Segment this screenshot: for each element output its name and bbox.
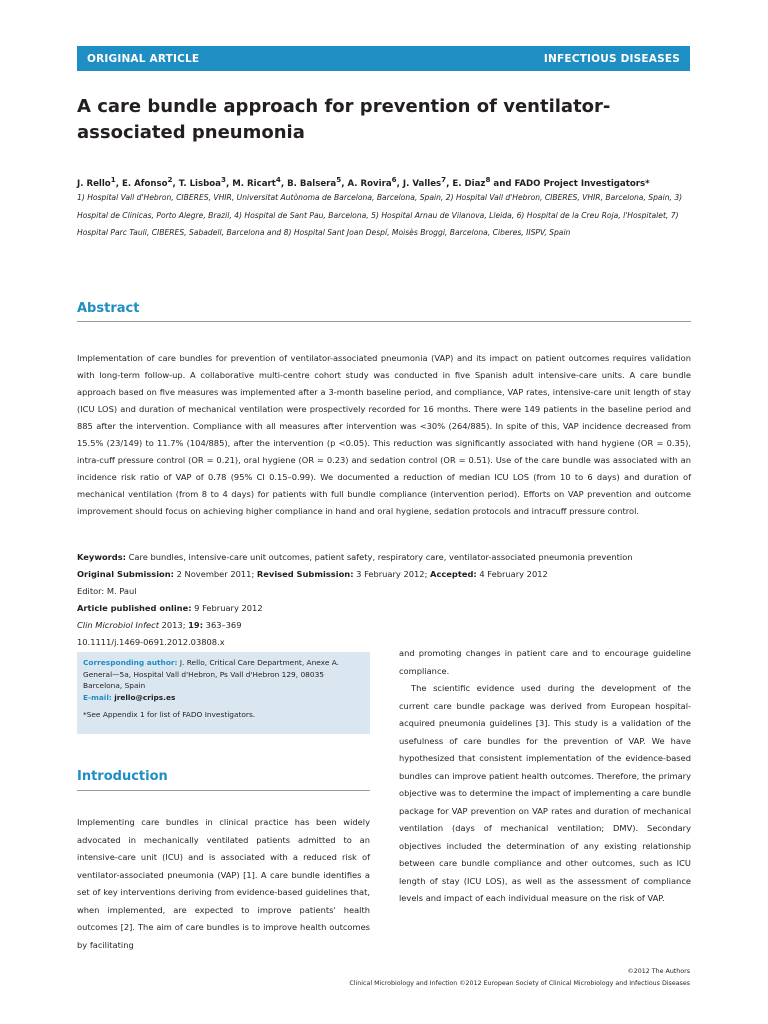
doi-line: 10.1111/j.1469-0691.2012.03808.x: [77, 637, 225, 647]
affiliations: 1) Hospital Vall d'Hebron, CIBERES, VHIR, Universitat Autònoma de Barcelona, Barcelona, Spain, 2) Hospital Vall d'Hebron, CIBERES, VHIR, Barcelona, Spain, 3) Hospital de Clinicas, Porto Alegre, Brazil, 4) Hospital de Sant Pau, Barcelona, 5) Hospital Arnau de Vilanova, Lleida, 6) Hospital de la Creu Roja, l'Hospitalet, 7) Hospital Parc Tauli, CIBERES, Sabadell, Barcelona and 8) Hospital Sant Joan Despí, Moisès Broggi, Barcelona, Ciberes, IISPV, Spain: [77, 193, 683, 237]
article-metadata: [77, 549, 691, 651]
author: B. Balsera$^5$,: [287, 175, 348, 189]
page-footer: [349, 966, 690, 989]
introduction-divider: [77, 790, 370, 791]
keywords: Care bundles, intensive-care unit outcomes, patient safety, respiratory care, ventilator-associated pneumonia prevention: [128, 552, 633, 562]
introduction-right-column: [399, 645, 691, 908]
editor-line: Editor: M. Paul: [77, 586, 137, 596]
author-group: and FADO Project Investigators*: [493, 178, 650, 189]
author: J. Rello$^1$,: [77, 175, 122, 189]
citation-line: Clin Microbiol Infect 2013; 19: 363–369: [77, 620, 242, 630]
copyright-line: ©2012 The Authors: [627, 968, 690, 975]
corresponding-author-box: [77, 652, 370, 734]
email-label: E-mail:: [83, 692, 112, 702]
published-line: Article published online: 9 February 2012: [77, 603, 263, 613]
introduction-heading: Introduction: [77, 769, 168, 784]
corresponding-author-address: J. Rello, Critical Care Department, Anexe A. General—5a, Hospital Vall d'Hebron, Ps Vall d'Hebron 129, 08035 Barcelona, Spain: [83, 658, 339, 690]
journal-copyright-line: Clinical Microbiology and Infection ©2012 European Society of Clinical Microbiology and Infectious Diseases: [349, 979, 690, 987]
author: A. Rovira$^6$,: [347, 175, 403, 189]
author: E. Diaz$^8$: [452, 175, 491, 189]
author: M. Ricart$^4$,: [232, 175, 288, 189]
introduction-left-column: Implementing care bundles in clinical practice has been widely advocated in mechanically ventilated patients admitted to an intensive-care unit (ICU) and is associated with a reduced risk of ventilator-associated pneumonia (VAP) [1]. A care bundle identifies a set of key interventions deriving from evidence-based guidelines that, when implemented, are expected to improve patients' health outcomes [2]. The aim of care bundles is to improve health outcomes by facilitating: [77, 817, 370, 950]
subject-category-label: INFECTIOUS DISEASES: [543, 52, 680, 65]
keywords-line: Keywords: Care bundles, intensive-care unit outcomes, patient safety, respiratory care, ventilator-associated pneumonia prevention: [77, 552, 633, 562]
intro-paragraph: The scientific evidence used during the development of the current care bundle package was derived from European hospital-acquired pneumonia guidelines [3]. This study is a validation of the usefulness of care bundles for the prevention of VAP. We have hypothesized that consistent implementation of the evidence-based bundles can improve patient health outcomes. Therefore, the primary objective was to determine the impact of implementing a care bundle package for VAP prevention on VAP rates and duration of mechanical ventilation (days of mechanical ventilation; DMV). Secondary objectives included the determination of any existing relationship between care bundle compliance and other outcomes, such as ICU length of stay (ICU LOS), as well as the assessment of compliance levels and impact of each individual measure on the risk of VAP.: [399, 683, 691, 903]
submission-dates: Original Submission: 2 November 2011; Revised Submission: 3 February 2012; Accepted: 4 February 2012: [77, 569, 548, 579]
investigators-footnote: *See Appendix 1 for list of FADO Investigators.: [83, 710, 256, 719]
corresponding-author-label: Corresponding author:: [83, 658, 178, 667]
email-link[interactable]: jrello@crips.es: [114, 692, 176, 702]
abstract-divider: [77, 321, 691, 322]
author: J. Valles$^7$,: [402, 175, 453, 189]
abstract-heading: Abstract: [77, 301, 140, 316]
author: T. Lisboa$^3$,: [178, 175, 233, 189]
article-title: A care bundle approach for prevention of ventilator-associated pneumonia: [77, 96, 611, 143]
header-banner: [77, 46, 690, 71]
author: E. Afonso$^2$,: [121, 175, 179, 189]
intro-paragraph: and promoting changes in patient care and to encourage guideline compliance.: [399, 648, 691, 676]
article-type-label: ORIGINAL ARTICLE: [87, 52, 200, 65]
abstract-text: Implementation of care bundles for prevention of ventilator-associated pneumonia (VAP) and its impact on patient outcomes requires validation with long-term follow-up. A collaborative multi-centre cohort study was conducted in five Spanish adult intensive-care units. A care bundle approach based on five measures was implemented after a 3-month baseline period, and compliance, VAP rates, intensive-care unit length of stay (ICU LOS) and duration of mechanical ventilation were prospectively recorded for 16 months. There were 149 patients in the baseline period and 885 after the intervention. Compliance with all measures after intervention was <30% (264/885). In spite of this, VAP incidence decreased from 15.5% (23/149) to 11.7% (104/885), after the intervention (p <0.05). This reduction was significantly associated with hand hygiene (OR = 0.35), intra-cuff pressure control (OR = 0.21), oral hygiene (OR = 0.23) and sedation control (OR = 0.51). Use of the care bundle was associated with an incidence risk ratio of VAP of 0.78 (95% CI 0.15–0.99). We documented a reduction of median ICU LOS (from 10 to 6 days) and duration of mechanical ventilation (from 8 to 4 days) for patients with full bundle compliance (intervention period). Efforts on VAP prevention and outcome improvement should focus on achieving higher compliance in hand and oral hygiene, sedation protocols and intracuff pressure control.: [77, 353, 691, 516]
